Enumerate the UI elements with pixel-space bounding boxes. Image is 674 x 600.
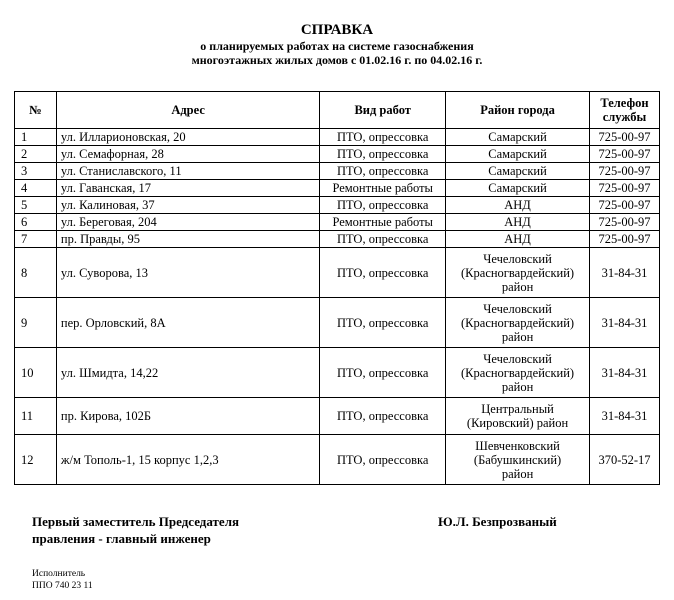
row-district-line: район (501, 379, 534, 394)
row-district-line: АНД (504, 198, 531, 212)
row-address: ж/м Тополь-1, 15 корпус 1,2,3 (56, 435, 319, 485)
row-work-type: Ремонтные работы (320, 180, 446, 197)
row-number: 11 (15, 398, 57, 435)
row-work-type: ПТО, опрессовка (320, 146, 446, 163)
table-header-row (15, 92, 660, 129)
row-district-line: Чечеловский (483, 351, 552, 366)
row-work-type: ПТО, опрессовка (320, 398, 446, 435)
row-phone: 725-00-97 (590, 146, 660, 163)
row-phone: 725-00-97 (590, 231, 660, 248)
row-district-line: (Бабушкинский) (473, 452, 562, 467)
row-address: ул. Семафорная, 28 (56, 146, 319, 163)
table-row (15, 197, 660, 214)
table-row (15, 129, 660, 146)
document-subtitle-line-1: о планируемых работах на системе газоснабжения (200, 39, 474, 53)
row-number: 10 (15, 348, 57, 398)
executor-note (32, 568, 93, 592)
row-number: 2 (15, 146, 57, 163)
row-address: ул. Станиславского, 11 (56, 163, 319, 180)
signatory-position-line-1: Первый заместитель Председателя (32, 514, 240, 529)
header-number: № (15, 92, 57, 129)
row-number: 8 (15, 248, 57, 298)
document-subtitle-line-2: многоэтажных жилых домов с 01.02.16 г. по 04.02.16 г. (191, 53, 483, 67)
row-address: ул. Гаванская, 17 (56, 180, 319, 197)
document-title: СПРАВКА (300, 22, 374, 38)
table-row (15, 398, 660, 435)
table-row (15, 214, 660, 231)
row-district-line: район (501, 329, 534, 344)
row-work-type: ПТО, опрессовка (320, 298, 446, 348)
works-table (14, 91, 660, 485)
row-number: 5 (15, 197, 57, 214)
row-district-line: (Кировский) район (466, 416, 569, 430)
row-number: 9 (15, 298, 57, 348)
row-district (446, 231, 590, 248)
table-row (15, 231, 660, 248)
header-phone (590, 92, 660, 129)
table-row (15, 298, 660, 348)
row-district-line: Шевченковский (475, 438, 560, 453)
row-district (446, 435, 590, 485)
header-district: Район города (446, 92, 590, 129)
table-row (15, 248, 660, 298)
table-row (15, 348, 660, 398)
row-phone: 31-84-31 (590, 298, 660, 348)
row-district (446, 398, 590, 435)
row-district (446, 214, 590, 231)
row-number: 7 (15, 231, 57, 248)
row-phone: 31-84-31 (590, 348, 660, 398)
table-row (15, 180, 660, 197)
row-phone: 31-84-31 (590, 398, 660, 435)
row-district (446, 129, 590, 146)
row-district-line: Самарский (488, 164, 547, 178)
row-number: 4 (15, 180, 57, 197)
row-district-line: (Красногвардейский) (461, 315, 575, 330)
row-phone: 725-00-97 (590, 197, 660, 214)
row-district-line: район (501, 466, 534, 481)
row-phone: 31-84-31 (590, 248, 660, 298)
row-phone: 725-00-97 (590, 180, 660, 197)
document-header (0, 22, 674, 67)
row-district-line: АНД (504, 215, 531, 229)
row-work-type: ПТО, опрессовка (320, 129, 446, 146)
row-phone: 370-52-17 (590, 435, 660, 485)
signatory-position (32, 513, 239, 547)
row-number: 1 (15, 129, 57, 146)
executor-value: ППО 740 23 11 (32, 581, 93, 591)
row-address: ул. Береговая, 204 (56, 214, 319, 231)
row-work-type: Ремонтные работы (320, 214, 446, 231)
row-district-line: АНД (504, 232, 531, 246)
row-district-line: Самарский (488, 147, 547, 161)
row-address: пер. Орловский, 8А (56, 298, 319, 348)
row-work-type: ПТО, опрессовка (320, 248, 446, 298)
table-row (15, 163, 660, 180)
row-district-line: Самарский (488, 181, 547, 195)
row-address: ул. Калиновая, 37 (56, 197, 319, 214)
row-number: 6 (15, 214, 57, 231)
row-address: пр. Кирова, 102Б (56, 398, 319, 435)
header-work-type: Вид работ (320, 92, 446, 129)
row-work-type: ПТО, опрессовка (320, 231, 446, 248)
row-district (446, 298, 590, 348)
row-work-type: ПТО, опрессовка (320, 348, 446, 398)
row-phone: 725-00-97 (590, 214, 660, 231)
row-district (446, 197, 590, 214)
row-district-line: Чечеловский (483, 251, 552, 266)
executor-label: Исполнитель (32, 569, 86, 579)
signatory-position-line-2: правления - главный инженер (32, 531, 211, 546)
row-district-line: Самарский (488, 130, 547, 144)
row-district (446, 163, 590, 180)
header-phone-line-1: Телефон (600, 96, 649, 110)
table-row (15, 146, 660, 163)
row-phone: 725-00-97 (590, 129, 660, 146)
row-district (446, 248, 590, 298)
row-phone: 725-00-97 (590, 163, 660, 180)
row-work-type: ПТО, опрессовка (320, 197, 446, 214)
row-number: 12 (15, 435, 57, 485)
row-address: ул. Шмидта, 14,22 (56, 348, 319, 398)
row-district-line: (Красногвардейский) (461, 265, 575, 280)
row-district-line: район (501, 279, 534, 294)
row-address: ул. Суворова, 13 (56, 248, 319, 298)
header-phone-line-2: службы (602, 110, 647, 124)
header-address: Адрес (56, 92, 319, 129)
row-district (446, 180, 590, 197)
row-district-line: Чечеловский (483, 301, 552, 316)
row-work-type: ПТО, опрессовка (320, 163, 446, 180)
row-address: ул. Илларионовская, 20 (56, 129, 319, 146)
row-work-type: ПТО, опрессовка (320, 435, 446, 485)
row-address: пр. Правды, 95 (56, 231, 319, 248)
row-district-line: Центральный (481, 402, 554, 416)
row-district-line: (Красногвардейский) (461, 365, 575, 380)
table-body (15, 129, 660, 485)
table-row (15, 435, 660, 485)
row-district (446, 146, 590, 163)
signatory-name: Ю.Л. Безпрозваный (438, 514, 557, 529)
row-number: 3 (15, 163, 57, 180)
row-district (446, 348, 590, 398)
